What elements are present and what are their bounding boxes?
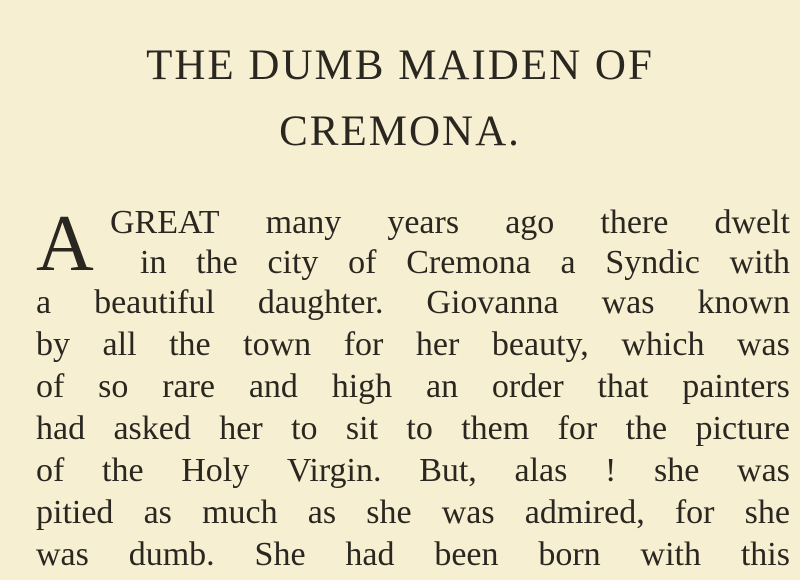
word: town <box>243 326 312 363</box>
word: with <box>729 244 790 281</box>
word: as <box>307 494 337 531</box>
word: for <box>343 326 384 363</box>
word: she <box>654 452 700 489</box>
word: much <box>202 494 278 531</box>
word: there <box>600 204 669 241</box>
word: sit <box>345 410 379 447</box>
word: a <box>560 244 576 281</box>
word: been <box>434 536 499 573</box>
word: she <box>744 494 790 531</box>
word: years <box>387 204 460 241</box>
word: a <box>36 284 52 321</box>
word: was <box>36 536 89 573</box>
word: so <box>98 368 129 405</box>
word: the <box>169 326 211 363</box>
word: this <box>740 536 790 573</box>
word: admired, <box>524 494 645 531</box>
word: had <box>345 536 395 573</box>
word: was <box>601 284 655 321</box>
word: Giovanna <box>426 284 559 321</box>
word: city <box>267 244 319 281</box>
word: ago <box>505 204 555 241</box>
word: by <box>36 326 70 363</box>
text-line <box>36 412 790 446</box>
word: which <box>621 326 705 363</box>
word: But, <box>419 452 477 489</box>
drop-cap-letter: A <box>36 200 94 288</box>
word: and <box>248 368 298 405</box>
word: of <box>36 452 65 489</box>
word: painters <box>682 368 790 405</box>
word: rare <box>162 368 216 405</box>
word: daughter. <box>257 284 384 321</box>
word: Cremona <box>406 244 531 281</box>
word: that <box>597 368 649 405</box>
word: to <box>291 410 318 447</box>
word: for <box>674 494 715 531</box>
word: alas <box>514 452 568 489</box>
word: many <box>265 204 342 241</box>
word: high <box>331 368 393 405</box>
word: as <box>143 494 172 531</box>
word: her <box>219 410 263 447</box>
word: had <box>36 410 86 447</box>
word: pitied <box>36 494 114 531</box>
word: her <box>415 326 460 363</box>
word: ! <box>605 452 617 489</box>
text-line <box>110 206 790 240</box>
word: asked <box>113 410 191 447</box>
word: of <box>348 244 377 281</box>
text-line <box>36 454 790 488</box>
word: born <box>538 536 601 573</box>
text-line <box>36 538 790 572</box>
word: was <box>441 494 495 531</box>
word: known <box>697 284 790 321</box>
word: them <box>461 410 530 447</box>
word: she <box>366 494 412 531</box>
word: of <box>36 368 65 405</box>
word: was <box>737 326 790 363</box>
text-line <box>36 496 790 530</box>
word: with <box>640 536 701 573</box>
word: the <box>625 410 668 447</box>
word: to <box>406 410 433 447</box>
word: dumb. <box>128 536 215 573</box>
text-line <box>36 286 790 320</box>
text-line <box>36 328 790 362</box>
word: Syndic <box>605 244 700 281</box>
chapter-title-line-2: CREMONA. <box>279 108 521 155</box>
word: beautiful <box>94 284 215 321</box>
word: She <box>254 536 306 573</box>
word: the <box>196 244 238 281</box>
word: for <box>557 410 598 447</box>
word: the <box>102 452 144 489</box>
text-line <box>36 370 790 404</box>
text-line <box>140 246 790 280</box>
word: dwelt <box>714 204 790 241</box>
word: GREAT <box>110 204 220 241</box>
word: beauty, <box>491 326 589 363</box>
word: an <box>426 368 459 405</box>
word: all <box>102 326 137 363</box>
word: Holy <box>181 452 250 489</box>
word: was <box>737 452 790 489</box>
word: order <box>491 368 564 405</box>
word: in <box>140 244 167 281</box>
word: Virgin. <box>286 452 382 489</box>
word: picture <box>695 410 790 447</box>
chapter-title-line-1: THE DUMB MAIDEN OF <box>146 42 654 89</box>
